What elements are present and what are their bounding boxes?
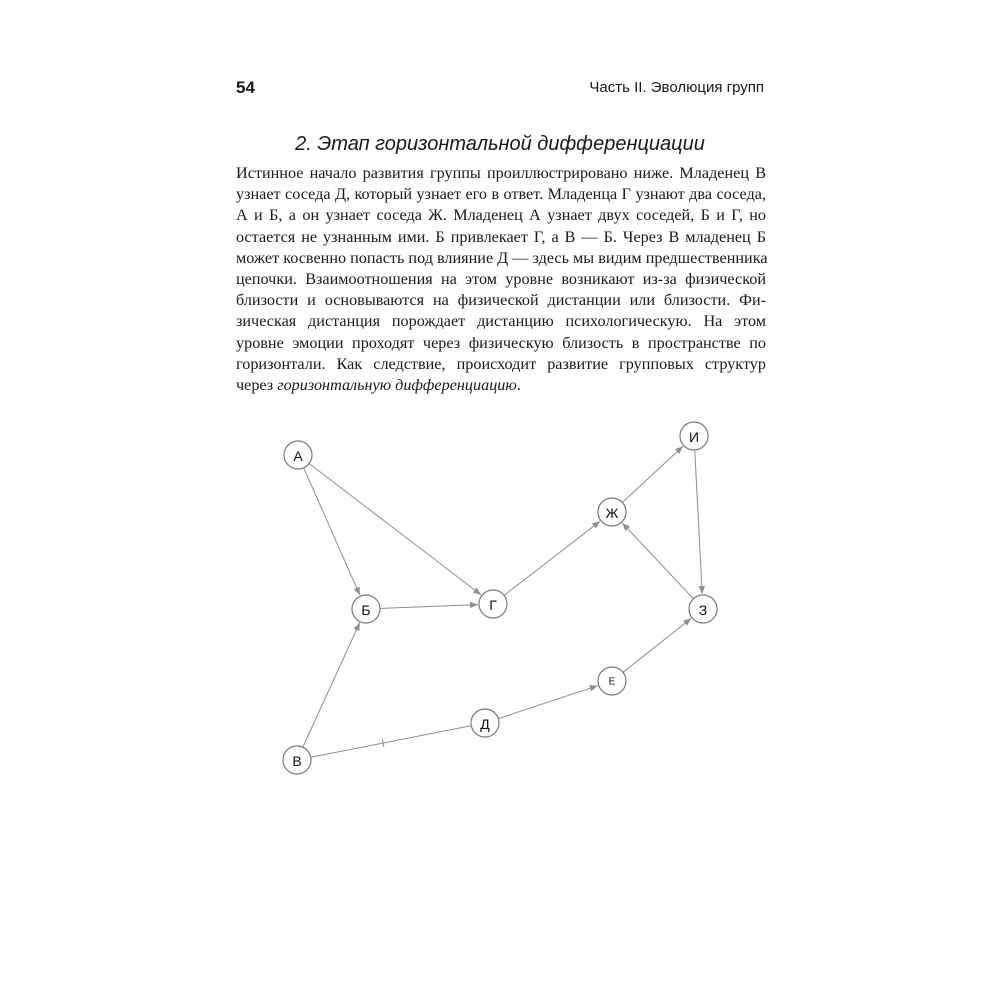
edge-Z-Zh — [622, 523, 693, 599]
node-label: Ж — [605, 505, 619, 521]
node-label: И — [688, 429, 700, 445]
paragraph-line: остается не узнанным ими. Б привлекает Г, а В — Б. Через В младенец Б — [236, 227, 766, 246]
edge-B-G — [380, 605, 478, 609]
node-label: Е — [608, 676, 616, 688]
edge-Zh-I — [622, 446, 683, 502]
node-V — [283, 746, 311, 774]
paragraph-line: цепочки. Взаимоотношения на этом уровне возникают из-за физической — [236, 270, 766, 289]
paragraph-line: может косвенно попасть под влияние Д — здесь мы видим предшественника — [236, 248, 768, 267]
edge-E-Z — [623, 618, 691, 672]
node-E — [598, 667, 626, 695]
edge-V-B — [303, 623, 360, 748]
node-B — [352, 595, 380, 623]
node-label: А — [293, 448, 303, 464]
page-number: 54 — [236, 78, 255, 97]
edge-D-E — [498, 686, 597, 719]
last-line-suffix: . — [516, 376, 521, 395]
node-I — [680, 422, 708, 450]
node-label: В — [292, 753, 302, 769]
running-head: Часть II. Эволюция групп — [589, 79, 764, 96]
paragraph-line: уровне эмоции проходят через физическую близость в пространстве по — [236, 333, 766, 352]
edge-A-B — [304, 468, 360, 595]
paragraph-line: горизонтали. Как следствие, происходит развитие групповых структур — [236, 354, 766, 373]
emphasized-term: горизонтальную дифференциацию — [277, 376, 517, 395]
paragraph-line: А и Б, а он узнает соседа Ж. Младенец А узнает двух соседей, Б и Г, но — [236, 206, 766, 225]
paragraph-line: зическая дистанция порождает дистанцию психологическую. На этом — [236, 312, 766, 331]
edge-A-G — [309, 464, 481, 595]
edge-G-Zh — [504, 521, 600, 595]
node-label: Д — [480, 716, 490, 732]
paragraph-line: Истинное начало развития группы проиллюстрировано ниже. Младенец В — [236, 164, 766, 182]
node-label: Б — [361, 602, 371, 618]
paragraph-line: близости и основываются на физической дистанции или близости. Фи- — [236, 291, 766, 310]
node-G — [479, 590, 507, 618]
section-title: 2. Этап горизонтальной дифференциации — [295, 133, 705, 155]
last-line-prefix: через — [236, 376, 278, 395]
node-A — [284, 441, 312, 469]
node-label: З — [698, 602, 708, 618]
node-Zh — [598, 498, 626, 526]
node-Z — [689, 595, 717, 623]
node-label: Г — [489, 597, 497, 613]
edge-I-Z — [695, 450, 702, 594]
node-D — [471, 709, 499, 737]
edge-V-D — [311, 726, 471, 757]
paragraph-line: узнает соседа Д, который узнает его в ответ. Младенца Г узнают два соседа, — [236, 185, 766, 204]
